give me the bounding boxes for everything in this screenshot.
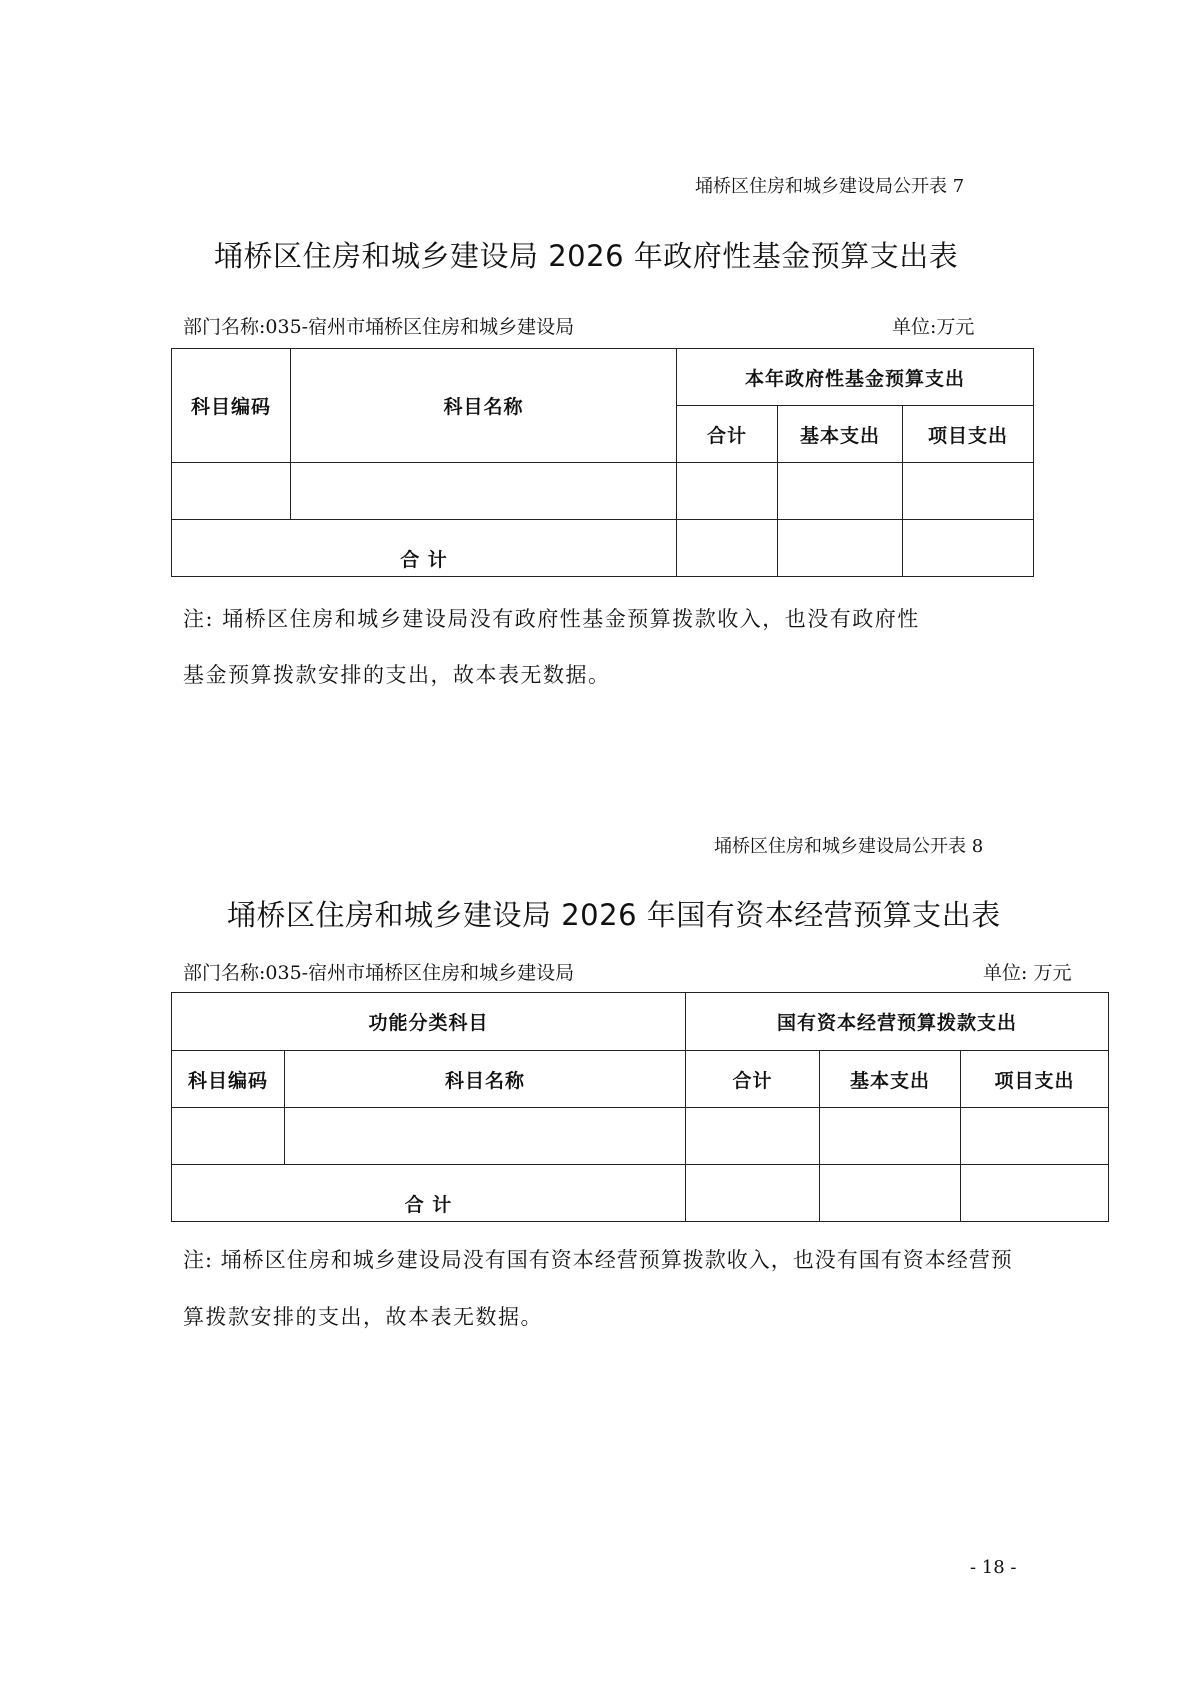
state-capital-budget-table [171, 992, 1109, 1222]
page-number: - 18 - [970, 1557, 1017, 1578]
header-total: 合计 [686, 1051, 820, 1108]
header-functional-category: 功能分类科目 [172, 993, 686, 1051]
table-row [172, 463, 1034, 520]
fund-budget-table [171, 348, 1034, 577]
header-basic-expenditure: 基本支出 [820, 1051, 961, 1108]
table-label-7: 埇桥区住房和城乡建设局公开表 7 [695, 176, 965, 197]
header-basic-expenditure: 基本支出 [778, 406, 903, 463]
table-cell [820, 1108, 961, 1165]
table-cell [961, 1108, 1109, 1165]
header-subject-code: 科目编码 [172, 349, 291, 463]
note-line-1: 注: 埇桥区住房和城乡建设局没有国有资本经营预算拨款收入，也没有国有资本经营预 [183, 1248, 1013, 1272]
table-cell [291, 463, 677, 520]
unit-label: 单位: 万元 [983, 962, 1072, 984]
table-cell [961, 1165, 1109, 1222]
header-total: 合计 [677, 406, 778, 463]
header-project-expenditure: 项目支出 [961, 1051, 1109, 1108]
header-subject-name: 科目名称 [291, 349, 677, 463]
table-label-8: 埇桥区住房和城乡建设局公开表 8 [714, 836, 984, 857]
sum-label: 合 计 [172, 1165, 686, 1222]
page-title-state-capital-budget: 埇桥区住房和城乡建设局 2026 年国有资本经营预算支出表 [227, 898, 1001, 932]
department-name: 部门名称:035-宿州市埇桥区住房和城乡建设局 [183, 316, 575, 338]
note-line-2: 基金预算拨款安排的支出，故本表无数据。 [183, 663, 611, 687]
sum-label: 合 计 [172, 520, 677, 577]
table-cell [820, 1165, 961, 1222]
table-cell [778, 520, 903, 577]
unit-label: 单位:万元 [892, 316, 975, 338]
sum-row [172, 520, 1034, 577]
table-cell [686, 1108, 820, 1165]
header-fund-expenditure: 本年政府性基金预算支出 [677, 349, 1034, 406]
table-row [172, 1108, 1109, 1165]
department-name: 部门名称:035-宿州市埇桥区住房和城乡建设局 [183, 962, 575, 984]
header-subject-code: 科目编码 [172, 1051, 285, 1108]
table-cell [677, 520, 778, 577]
sum-row [172, 1165, 1109, 1222]
table-cell [172, 463, 291, 520]
header-project-expenditure: 项目支出 [903, 406, 1034, 463]
table-cell [172, 1108, 285, 1165]
table-cell [903, 463, 1034, 520]
table-cell [686, 1165, 820, 1222]
header-subject-name: 科目名称 [285, 1051, 686, 1108]
table-cell [677, 463, 778, 520]
header-state-capital-expenditure: 国有资本经营预算拨款支出 [686, 993, 1109, 1051]
table-cell [903, 520, 1034, 577]
table-cell [778, 463, 903, 520]
table-cell [285, 1108, 686, 1165]
note-line-1: 注: 埇桥区住房和城乡建设局没有政府性基金预算拨款收入，也没有政府性 [183, 607, 920, 631]
note-line-2: 算拨款安排的支出，故本表无数据。 [183, 1305, 543, 1329]
page-title-fund-budget: 埇桥区住房和城乡建设局 2026 年政府性基金预算支出表 [214, 239, 959, 273]
